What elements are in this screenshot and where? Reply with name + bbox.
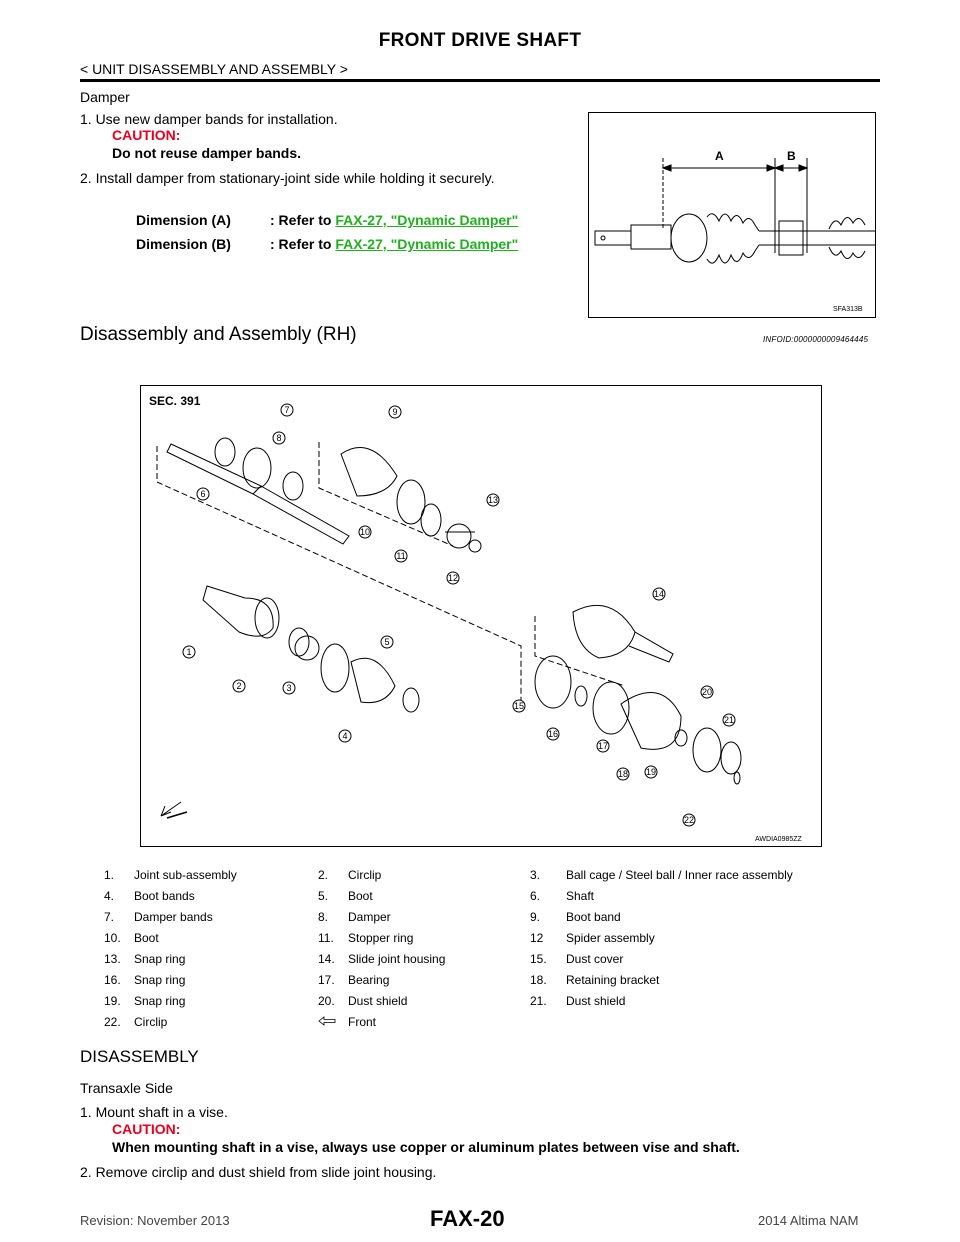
legend-number: 3.	[530, 867, 541, 882]
legend-number: 13.	[104, 951, 121, 966]
legend-part-name: Damper	[348, 909, 391, 924]
callout-label: 2	[236, 681, 242, 691]
callout-label: 1	[186, 647, 192, 657]
legend-number: 1.	[104, 867, 115, 882]
callout	[273, 432, 285, 444]
legend-number: 15.	[530, 951, 547, 966]
legend-number: 12	[530, 930, 544, 945]
callout	[547, 728, 559, 740]
callout	[447, 572, 459, 584]
damper-heading: Damper	[80, 89, 130, 105]
damper-figure	[588, 112, 876, 318]
legend-part-name: Slide joint housing	[348, 951, 446, 966]
disassembly-caution-label: CAUTION:	[112, 1121, 181, 1137]
callout	[233, 680, 245, 692]
transaxle-side-heading: Transaxle Side	[80, 1080, 173, 1096]
legend-part-name: Boot bands	[134, 888, 195, 903]
legend-part-name: Bearing	[348, 972, 390, 987]
disassembly-caution-text: When mounting shaft in a vise, always use copper or aluminum plates between vise and shaft.	[112, 1139, 740, 1155]
legend-part-name: Dust cover	[566, 951, 624, 966]
legend-row	[104, 948, 866, 969]
section-title: Disassembly and Assembly (RH)	[80, 324, 357, 345]
callout	[701, 686, 713, 698]
callout-label: 21	[723, 715, 735, 725]
callout	[283, 682, 295, 694]
legend-part-name: Shaft	[566, 888, 595, 903]
legend-number: 10.	[104, 930, 121, 945]
dimension-b-refer	[270, 236, 518, 252]
callout	[597, 740, 609, 752]
legend-number: 7.	[104, 909, 115, 924]
legend-number: 2.	[318, 867, 329, 882]
legend-number: 22.	[104, 1014, 121, 1029]
callout-label: 4	[342, 731, 348, 741]
callout-label: 11	[396, 551, 406, 561]
legend-part-name: Joint sub-assembly	[134, 867, 237, 882]
callout	[339, 730, 351, 742]
exploded-view-figure	[140, 385, 822, 847]
callout	[395, 550, 407, 562]
damper-step-1: 1. Use new damper bands for installation.	[80, 111, 338, 127]
callout-label: 8	[276, 433, 282, 443]
callout	[197, 488, 209, 500]
legend-part-name: Damper bands	[134, 909, 213, 924]
callout	[513, 700, 525, 712]
revision-date: Revision: November 2013	[80, 1213, 230, 1228]
legend-number: 18.	[530, 972, 547, 987]
legend-number: 8.	[318, 909, 329, 924]
callout	[381, 636, 393, 648]
legend-row	[104, 927, 866, 948]
callout-label: 10	[359, 527, 371, 537]
callout-label: 16	[547, 729, 559, 739]
callout-label: 5	[384, 637, 390, 647]
legend-number: 6.	[530, 888, 541, 903]
callout	[723, 714, 735, 726]
callout-label: 17	[597, 741, 609, 751]
damper-caution-label: CAUTION:	[112, 127, 181, 143]
damper-step-2: 2. Install damper from stationary-joint side while holding it securely.	[80, 170, 495, 186]
dimension-b-marker: B	[787, 149, 796, 163]
page-title: FRONT DRIVE SHAFT	[378, 30, 582, 51]
dimension-a-refer	[270, 212, 518, 228]
callout	[617, 768, 629, 780]
callout	[645, 766, 657, 778]
callout	[359, 526, 371, 538]
callout-label: 3	[286, 683, 292, 693]
exploded-view-drawing	[141, 386, 821, 846]
damper-figure-id: SFA313B	[833, 306, 863, 313]
callout-label: 13	[487, 495, 499, 505]
callout	[653, 588, 665, 600]
callout	[389, 406, 401, 418]
front-arrow-icon	[318, 1011, 348, 1032]
callout-label: 22	[683, 815, 695, 825]
legend-part-name: Snap ring	[134, 951, 186, 966]
legend-part-name: Boot band	[566, 909, 621, 924]
callout	[487, 494, 499, 506]
callout	[183, 646, 195, 658]
model-name: 2014 Altima NAM	[758, 1213, 859, 1228]
header-rule	[80, 79, 880, 82]
damper-caution-text: Do not reuse damper bands.	[112, 145, 302, 161]
legend-number	[530, 1011, 566, 1032]
legend-number: 16.	[104, 972, 121, 987]
page-number: FAX-20	[430, 1206, 505, 1231]
legend-row	[104, 906, 866, 927]
legend-row	[104, 1011, 866, 1032]
disassembly-heading: DISASSEMBLY	[80, 1047, 199, 1066]
legend-part-name: Stopper ring	[348, 930, 414, 945]
callout-label: 9	[392, 407, 398, 417]
legend-part-name: Circlip	[348, 867, 382, 882]
legend-part-name: Snap ring	[134, 972, 186, 987]
legend-number: 4.	[104, 888, 115, 903]
dimension-a-link[interactable]: FAX-27, "Dynamic Damper"	[335, 212, 519, 228]
legend-number: 17.	[318, 972, 335, 987]
legend-part-name: Retaining bracket	[566, 972, 660, 987]
dimension-a-label: Dimension (A)	[136, 212, 231, 228]
legend-part-name: Boot	[134, 930, 159, 945]
legend-number: 19.	[104, 993, 121, 1008]
callout	[281, 404, 293, 416]
callout-label: 6	[200, 489, 206, 499]
legend-row	[104, 990, 866, 1011]
refer-to-text: : Refer to	[270, 212, 332, 228]
legend-row	[104, 885, 866, 906]
damper-shaft-drawing	[589, 113, 875, 317]
legend-part-name: Circlip	[134, 1014, 168, 1029]
disassembly-step-1: 1. Mount shaft in a vise.	[80, 1104, 228, 1120]
dimension-a-marker: A	[715, 149, 724, 163]
legend-number: 21.	[530, 993, 547, 1008]
sec-label: SEC. 391	[149, 394, 201, 408]
legend-part-name: Front	[348, 1014, 377, 1029]
info-id: INFOID:0000000009464445	[763, 335, 869, 344]
breadcrumb: < UNIT DISASSEMBLY AND ASSEMBLY >	[80, 61, 348, 77]
legend-part-name	[566, 1011, 866, 1032]
legend-row	[104, 864, 866, 885]
callout-label: 15	[513, 701, 525, 711]
legend-number: 5.	[318, 888, 329, 903]
refer-to-text: : Refer to	[270, 236, 332, 252]
callout	[683, 814, 695, 826]
legend-part-name: Spider assembly	[566, 930, 655, 945]
dimension-b-label: Dimension (B)	[136, 236, 231, 252]
callout-label: 20	[701, 687, 713, 697]
callout-label: 7	[284, 405, 290, 415]
callout-label: 18	[617, 769, 629, 779]
legend-part-name: Snap ring	[134, 993, 186, 1008]
legend-number: 14.	[318, 951, 335, 966]
legend-number: 20.	[318, 993, 335, 1008]
legend-number: 9.	[530, 909, 541, 924]
legend-number: 11.	[318, 930, 334, 945]
parts-legend	[104, 864, 866, 1032]
callout-label: 14	[653, 589, 665, 599]
legend-row	[104, 969, 866, 990]
legend-part-name: Dust shield	[348, 993, 408, 1008]
legend-part-name: Dust shield	[566, 993, 626, 1008]
disassembly-step-2: 2. Remove circlip and dust shield from slide joint housing.	[80, 1164, 437, 1180]
exploded-figure-id: AWDIA0985ZZ	[755, 836, 802, 843]
dimension-b-link[interactable]: FAX-27, "Dynamic Damper"	[335, 236, 519, 252]
legend-part-name: Boot	[348, 888, 373, 903]
callout-label: 19	[645, 767, 657, 777]
callout-label: 12	[447, 573, 459, 583]
legend-part-name: Ball cage / Steel ball / Inner race assembly	[566, 867, 793, 882]
